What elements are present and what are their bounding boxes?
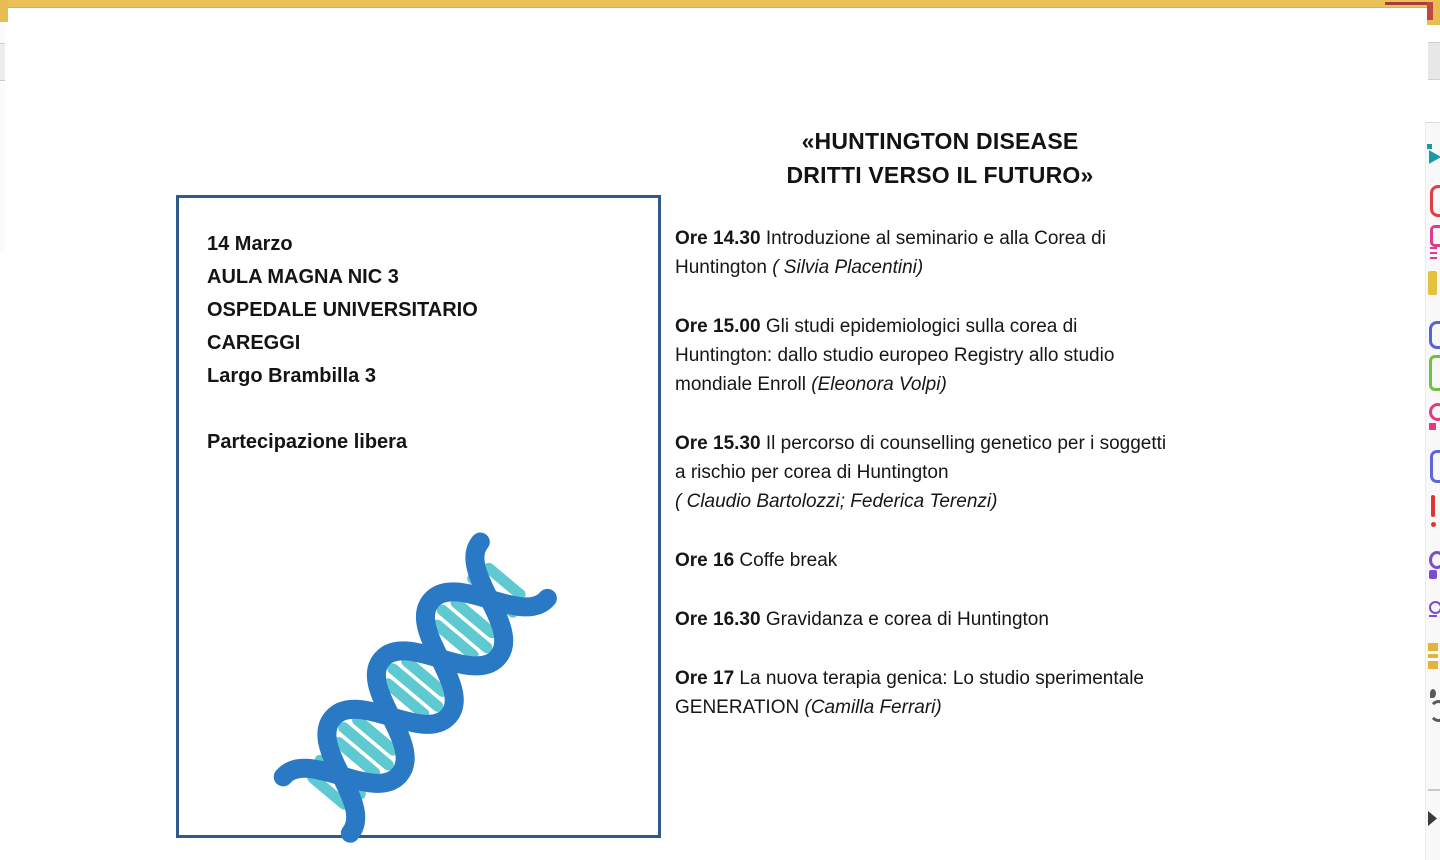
gray-glyph-icon <box>1430 689 1436 698</box>
scrollbar-thumb[interactable] <box>1428 42 1440 80</box>
red-dot-icon <box>1431 522 1436 527</box>
seminar-title-line2: DRITTI VERSO IL FUTURO» <box>786 162 1094 188</box>
program-item <box>675 429 1177 516</box>
indigo-bracket-icon <box>1430 450 1440 483</box>
magenta-bracket-icon <box>1430 225 1440 247</box>
program-speakers: ( Silvia Placentini) <box>772 257 924 278</box>
top-banner-bar <box>0 0 1440 8</box>
program-text: Il percorso di counselling genetico per i soggetti a rischio per corea di Huntington <box>675 433 1167 483</box>
program-speakers: (Eleonora Volpi) <box>811 374 947 395</box>
green-bracket-icon <box>1429 355 1440 391</box>
program-text: Gravidanza e corea di Huntington <box>760 609 1049 630</box>
top-right-red-corner <box>1427 2 1433 20</box>
purple-glyph-icon <box>1429 601 1440 614</box>
program-text: Introduzione al seminario e alla Corea di Huntington <box>675 228 1106 278</box>
purple-line-icon <box>1429 615 1437 617</box>
left-page-edge-segment <box>0 43 5 81</box>
seminar-title-line1: «HUNTINGTON DISEASE <box>801 128 1079 154</box>
event-info-text <box>207 228 637 459</box>
next-arrow-icon[interactable] <box>1428 811 1437 826</box>
next-page-edge-strip <box>1425 122 1440 860</box>
program-speakers: ( Claudio Bartolozzi; Federica Terenzi) <box>675 491 998 512</box>
program-text: La nuova terapia genica: Lo studio sperimentale GENERATION <box>675 668 1144 718</box>
spacer <box>207 393 637 426</box>
purple-glyph-icon <box>1429 570 1437 579</box>
magenta-dot-icon <box>1429 423 1436 430</box>
magenta-line-icon <box>1430 247 1437 249</box>
program-item <box>675 664 1177 722</box>
yellow-block-icon <box>1428 271 1437 295</box>
purple-glyph-icon <box>1429 551 1440 569</box>
program-time: Ore 15.00 <box>675 316 761 337</box>
event-date: 14 Marzo <box>207 233 293 255</box>
event-hospital2: CAREGGI <box>207 332 301 354</box>
program-item <box>675 546 1177 575</box>
program-item <box>675 224 1177 282</box>
yellow-equals-icon <box>1428 643 1438 669</box>
event-address: Largo Brambilla 3 <box>207 365 376 387</box>
gray-arc-icon <box>1429 700 1440 722</box>
program-text: Gli studi epidemiologici sulla corea di Huntington: dallo studio europeo Registry allo studio mondiale Enroll <box>675 316 1115 395</box>
magenta-circle-icon <box>1429 403 1440 421</box>
program-speakers: (Camilla Ferrari) <box>804 697 942 718</box>
program-time: Ore 16.30 <box>675 609 761 630</box>
free-participation-note: Partecipazione libera <box>207 431 408 453</box>
seminar-title <box>655 124 1225 192</box>
teal-arrow-icon <box>1429 148 1440 166</box>
program-item <box>675 312 1177 399</box>
teal-glyph-icon <box>1427 144 1432 149</box>
program-time: Ore 17 <box>675 668 735 689</box>
top-left-banner-block <box>0 0 8 22</box>
top-right-red-border <box>1385 2 1433 5</box>
program-time: Ore 16 <box>675 550 735 571</box>
divider-line <box>1428 789 1440 791</box>
program-time: Ore 15.30 <box>675 433 761 454</box>
red-exclamation-icon <box>1431 495 1435 517</box>
program-schedule <box>675 224 1177 752</box>
left-page-edge <box>0 22 5 252</box>
event-venue: AULA MAGNA NIC 3 <box>207 266 399 288</box>
blue-glyph-icon <box>1429 321 1440 349</box>
program-item <box>675 605 1177 634</box>
magenta-line-icon <box>1430 257 1437 259</box>
program-time: Ore 14.30 <box>675 228 761 249</box>
event-hospital: OSPEDALE UNIVERSITARIO <box>207 299 478 321</box>
magenta-line-icon <box>1430 252 1437 254</box>
red-bracket-icon <box>1430 185 1440 217</box>
program-text: Coffe break <box>734 550 838 571</box>
